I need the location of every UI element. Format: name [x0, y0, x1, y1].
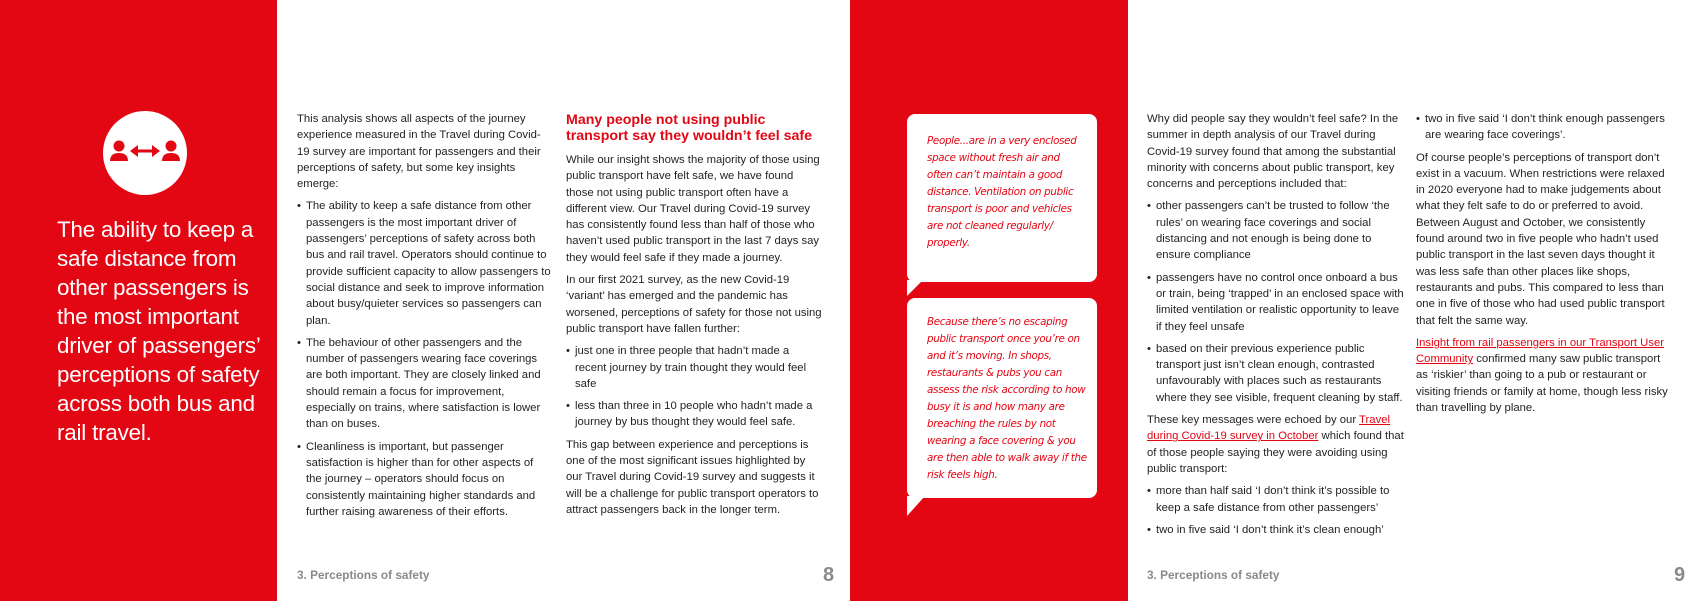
- paragraph: Of course people’s perceptions of transport don’t exist in a vacuum. When restrictions were relaxed in 2020 everyone had to make judgements about what they felt safe to do or preferred to avoid. Between August and October, we consistently found around two in five people who hadn’t used public transport in the last seven days thought it was less safe than other places like shops, restaurants and pubs. This compared to less than one in five of those who had used public transport that felt the same way.: [1416, 151, 1665, 327]
- reasons-list-continued: [1416, 111, 1674, 144]
- reasons-list: [1147, 483, 1404, 538]
- page-8: [277, 0, 850, 601]
- list-item: • Cleanliness is important, but passenger satisfaction is higher than for other aspects of the journey – operators should focus on consistently maintaining higher standards and further raising awareness of their efforts.: [297, 439, 552, 520]
- page9-column-1: [1147, 111, 1404, 544]
- page8-column-1: [297, 111, 552, 526]
- paragraph: [1147, 412, 1404, 477]
- list-item: • The ability to keep a safe distance from other passengers is the most important driver of passengers’ perceptions of safety across both bus and rail travel. Operators should continue to provide sufficient capacity to allow passengers to social distance and seek to improve information about busy/quieter services so passengers can plan.: [297, 198, 552, 328]
- paragraph: [1416, 335, 1674, 416]
- paragraph-text: which found that of those people saying they were avoiding using public transport:: [1147, 430, 1404, 475]
- section-heading: Many people not using public transport say they wouldn’t feel safe: [566, 112, 812, 144]
- intro-paragraph: Why did people say they wouldn’t feel safe? In the summer in depth analysis of our Travel during Covid-19 survey found that among the substantial minority with concerns about public transport, key concerns and perceptions included that:: [1147, 113, 1399, 191]
- transport-user-community-link[interactable]: Insight from rail passengers in our Transport User Community: [1416, 336, 1665, 366]
- page9-column-2: [1416, 111, 1674, 422]
- survey-link[interactable]: Travel during Covid-19 survey in October: [1147, 414, 1391, 443]
- list-item: • based on their previous experience public transport just isn’t clean enough, contrasted unfavourably with places such as restaurants where they see visible, frequent cleaning by staff.: [1147, 341, 1404, 406]
- statistics-list: [566, 343, 822, 430]
- list-item: • The behaviour of other passengers and the number of passengers wearing face coverings are both important. They are closely linked and should remain a focus for improvement, especially on trains, where satisfaction is lower than on buses.: [297, 335, 552, 433]
- list-item: • other passengers can’t be trusted to follow ‘the rules’ on wearing face coverings and social distancing and not enough is being done to ensure compliance: [1147, 198, 1404, 263]
- mid-red-panel: [850, 0, 1128, 601]
- list-item: • passengers have no control once onboard a bus or train, being ‘trapped’ in an enclosed space with limited ventilation or realistic opportunity to leave if they feel unsafe: [1147, 270, 1404, 335]
- paragraph: In our first 2021 survey, as the new Covid-19 ‘variant’ has emerged and the pandemic has worsened, perceptions of safety for those not using public transport have fallen further:: [566, 274, 822, 335]
- concerns-list: [1147, 198, 1404, 406]
- paragraph-text: confirmed many saw public transport as ‘riskier’ than going to a pub or restaurant or visiting friends or family at home, though less risky than travelling by plane.: [1416, 353, 1668, 415]
- social-distance-icon: [103, 111, 187, 195]
- paragraph-text: These key messages were echoed by our: [1147, 414, 1360, 427]
- quote-text: People...are in a very enclosed space without fresh air and often can’t maintain a good distance. Ventilation on public transport is poor and vehicles are not cleaned regularly/ properly.: [927, 135, 1077, 249]
- footer-section-label: 3. Perceptions of safety: [1147, 568, 1280, 582]
- page-9: [1128, 0, 1700, 601]
- bubble-tail: [907, 280, 923, 296]
- quote-text: Because there’s no escaping public transport once you’re on and it’s moving. In shops, restaurants & pubs you can assess the risk according to how busy it is and how many are breaching the rules by not wearing a face covering & you are then able to walk away if the risk feels high.: [927, 316, 1087, 481]
- pull-quote: The ability to keep a safe distance from other passengers is the most important driver of passengers’ perceptions of safety across both bus and rail travel.: [57, 217, 260, 445]
- list-item: • two in five said ‘I don’t think it’s clean enough’: [1147, 522, 1404, 538]
- footer-section-label: 3. Perceptions of safety: [297, 568, 430, 582]
- page8-column-2: [566, 112, 822, 524]
- left-red-panel: [0, 0, 277, 601]
- list-item: • just one in three people that hadn’t made a recent journey by train thought they would feel safe: [566, 343, 822, 392]
- intro-paragraph: This analysis shows all aspects of the journey experience measured in the Travel during Covid-19 survey are important for passengers and their perceptions of safety, but some key insights emerge:: [297, 113, 541, 191]
- list-item: • more than half said ‘I don’t think it’s possible to keep a safe distance from other passengers’: [1147, 483, 1404, 516]
- list-item: • less than three in 10 people who hadn’t made a journey by bus thought they would feel safe.: [566, 398, 822, 431]
- insights-list: [297, 198, 552, 520]
- paragraph: While our insight shows the majority of those using public transport have felt safe, we have found those not using public transport often have a different view. Our Travel during Covid-19 survey has consistently found less than half of those who haven’t used public transport in the last 7 days say they would feel safe if they made a journey.: [566, 154, 820, 264]
- paragraph: This gap between experience and perceptions is one of the most significant issues highlighted by our Travel during Covid-19 survey and suggests it will be a challenge for public transport operators to attract passengers back in the longer term.: [566, 438, 819, 516]
- list-item: • two in five said ‘I don’t think enough passengers are wearing face coverings’.: [1416, 111, 1674, 144]
- page-number: 9: [1674, 564, 1686, 586]
- page-number: 8: [823, 564, 835, 586]
- bubble-tail: [907, 496, 925, 516]
